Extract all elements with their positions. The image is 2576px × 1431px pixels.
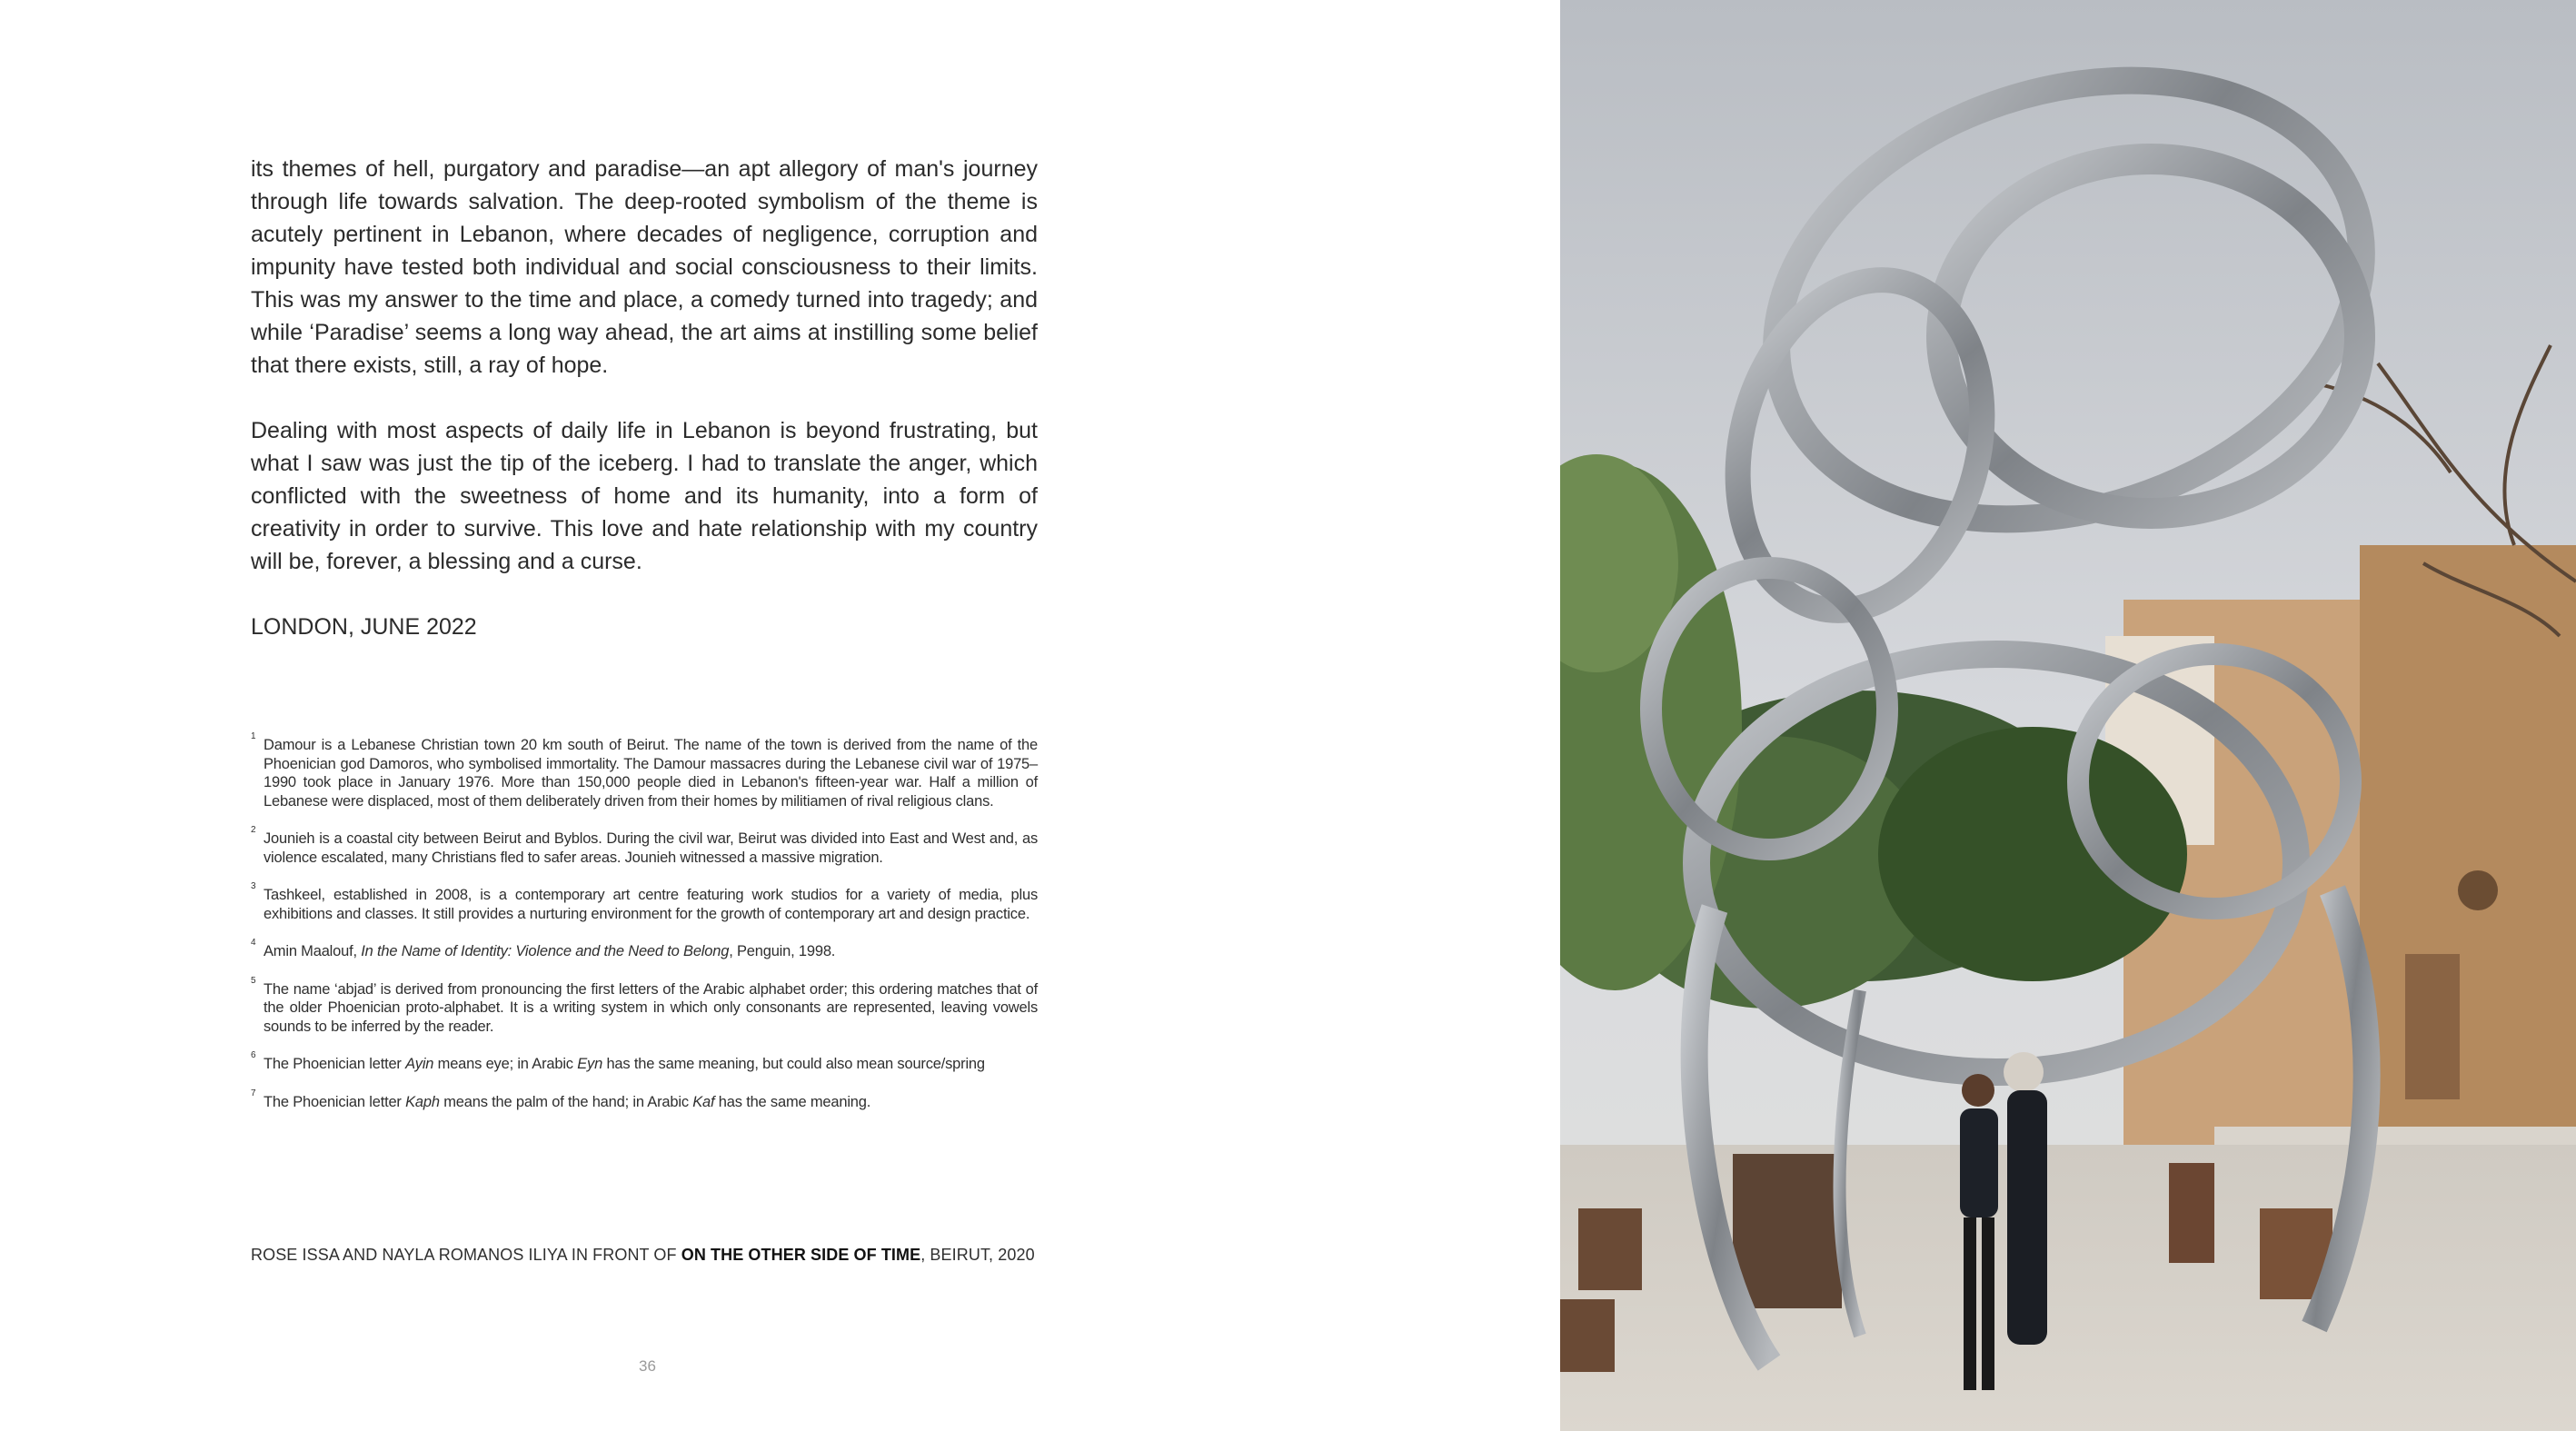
footnote-text: Tashkeel, established in 2008, is a contemporary art centre featuring work studios for a variety of media, plus exhibitions and classes. It still provides a nurturing environment for the growth of contemporary art and design practice. bbox=[264, 887, 1038, 922]
footnote-text: , Penguin, 1998. bbox=[729, 943, 836, 959]
footnote-term: Kaph bbox=[405, 1093, 440, 1110]
footnote-text: means the palm of the hand; in Arabic bbox=[439, 1093, 693, 1110]
footnote-text: has the same meaning, but could also mean source/spring bbox=[602, 1056, 985, 1072]
footnote-term: Kaf bbox=[692, 1093, 715, 1110]
footnote-number: 1 bbox=[251, 731, 256, 741]
footnote-text: Amin Maalouf, bbox=[264, 943, 362, 959]
caption-suffix: , BEIRUT, 2020 bbox=[920, 1246, 1035, 1264]
footnote-2 bbox=[251, 825, 1038, 867]
footnote-text: has the same meaning. bbox=[714, 1093, 871, 1110]
caption-prefix: ROSE ISSA AND NAYLA ROMANOS ILIYA IN FRONT OF bbox=[251, 1246, 681, 1264]
body-text bbox=[251, 153, 1038, 643]
footnote-term: Eyn bbox=[577, 1056, 603, 1072]
footnote-term: Ayin bbox=[405, 1056, 434, 1072]
footnote-number: 3 bbox=[251, 881, 256, 891]
body-paragraph-2: Dealing with most aspects of daily life in Lebanon is beyond frustrating, but what I saw was just the tip of the iceberg. I had to translate the anger, which conflicted with the sweetness of home and its humanity, into a form of creativity in order to survive. This love and hate relationship with my country will be, forever, a blessing and a curse. bbox=[251, 418, 1038, 574]
footnote-number: 6 bbox=[251, 1050, 256, 1060]
footnote-7 bbox=[251, 1088, 1038, 1112]
footnote-text: means eye; in Arabic bbox=[433, 1056, 578, 1072]
footnote-text: The Phoenician letter bbox=[264, 1093, 406, 1110]
footnote-3 bbox=[251, 881, 1038, 923]
footnote-number: 5 bbox=[251, 975, 256, 986]
footnote-book-title: In the Name of Identity: Violence and the Need to Belong bbox=[361, 943, 730, 959]
sculpture-photo-illustration bbox=[1560, 0, 2576, 1431]
sculpture-photo bbox=[1560, 0, 2576, 1431]
footnotes bbox=[251, 731, 1038, 1130]
photo-caption bbox=[251, 1245, 1038, 1265]
footnote-number: 4 bbox=[251, 938, 256, 948]
footnote-4 bbox=[251, 938, 1038, 961]
footnote-text: The Phoenician letter bbox=[264, 1056, 406, 1072]
footnote-5 bbox=[251, 975, 1038, 1037]
page-number: 36 bbox=[639, 1357, 656, 1375]
caption-artwork-title: ON THE OTHER SIDE OF TIME bbox=[681, 1246, 921, 1264]
footnote-text: Jounieh is a coastal city between Beirut and Byblos. During the civil war, Beirut was divided into East and West and, as violence escalated, many Christians fled to safer areas. Jounieh witnessed a massive migration. bbox=[264, 830, 1038, 866]
footnote-1 bbox=[251, 731, 1038, 810]
footnote-6 bbox=[251, 1050, 1038, 1074]
footnote-text: The name ‘abjad’ is derived from pronouncing the first letters of the Arabic alphabet order; this ordering matches that of the older Phoenician proto-alphabet. It is a writing system in which only consonants are represented, leaving vowels sounds to be inferred by the reader. bbox=[264, 980, 1038, 1035]
footnote-text: Damour is a Lebanese Christian town 20 km south of Beirut. The name of the town is derived from the name of the Phoenician god Damoros, who symbolised immortality. The Damour massacres during the Lebanese civil war of 1975–1990 took place in January 1976. More than 150,000 people died in Lebanon's fifteen-year war. Half a million of Lebanese were displaced, most of them deliberately driven from their homes by militiamen of rival religious clans. bbox=[264, 737, 1038, 810]
footnote-number: 2 bbox=[251, 825, 256, 835]
footnote-number: 7 bbox=[251, 1088, 256, 1098]
signoff-place-date: LONDON, JUNE 2022 bbox=[251, 614, 477, 640]
body-paragraph-1: its themes of hell, purgatory and paradise—an apt allegory of man's journey through life towards salvation. The deep-rooted symbolism of the theme is acutely pertinent in Lebanon, where decades of negligence, corruption and impunity have tested both individual and social consciousness to their limits. This was my answer to the time and place, a comedy turned into tragedy; and while ‘Paradise’ seems a long way ahead, the art aims at instilling some belief that there exists, still, a ray of hope. bbox=[251, 156, 1038, 378]
